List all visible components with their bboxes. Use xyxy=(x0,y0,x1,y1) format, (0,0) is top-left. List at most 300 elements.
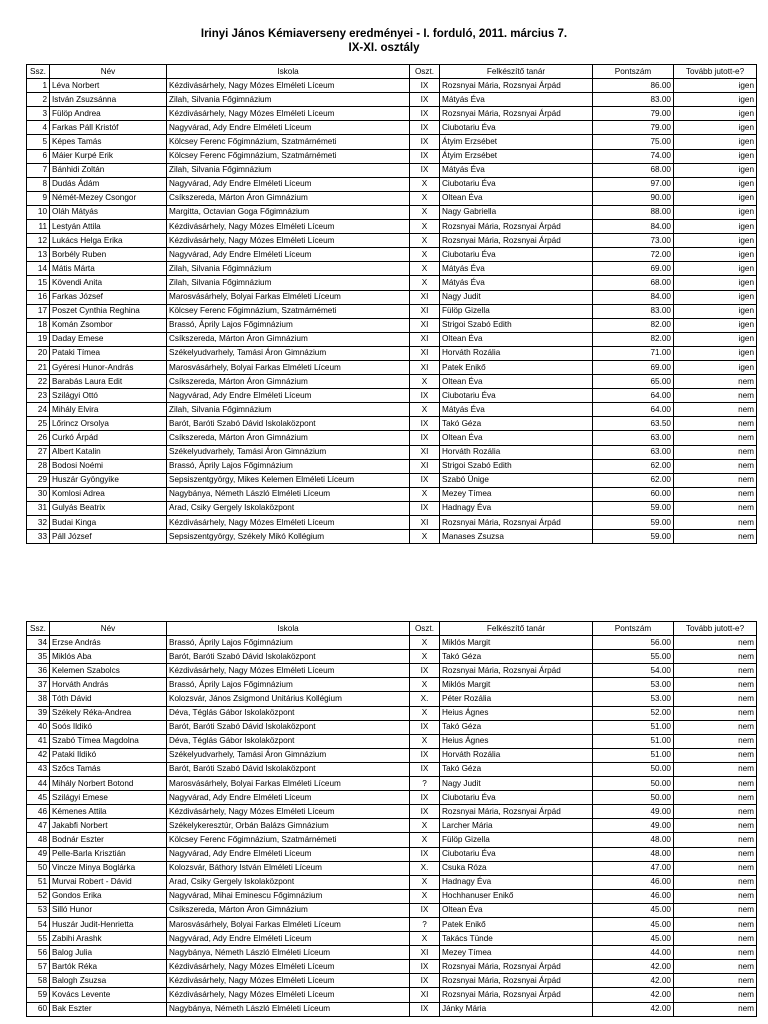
cell-ssz: 22 xyxy=(27,375,50,389)
cell-pontszam: 62.00 xyxy=(593,473,674,487)
cell-iskola: Marosvásárhely, Bolyai Farkas Elméleti Líceum xyxy=(167,777,410,791)
cell-tanar: Heius Ágnes xyxy=(440,734,593,748)
cell-pontszam: 59.00 xyxy=(593,530,674,544)
cell-nev: Jakabfi Norbert xyxy=(50,819,167,833)
cell-iskola: Kölcsey Ferenc Főgimnázium, Szatmárnémeti xyxy=(167,304,410,318)
cell-oszt: IX xyxy=(410,121,440,135)
cell-iskola: Nagyvárad, Ady Endre Elméleti Líceum xyxy=(167,791,410,805)
cell-tanar: Ciubotariu Éva xyxy=(440,389,593,403)
cell-pontszam: 45.00 xyxy=(593,917,674,931)
cell-nev: Balogh Zsuzsa xyxy=(50,974,167,988)
cell-oszt: IX xyxy=(410,847,440,861)
cell-nev: Bak Eszter xyxy=(50,1002,167,1016)
cell-pontszam: 59.00 xyxy=(593,501,674,515)
cell-iskola: Csíkszereda, Márton Áron Gimnázium xyxy=(167,903,410,917)
table-row xyxy=(27,903,757,917)
cell-tanar: Strigoi Szabó Edith xyxy=(440,318,593,332)
cell-tovabb: igen xyxy=(674,332,757,346)
cell-pontszam: 42.00 xyxy=(593,988,674,1002)
cell-ssz: 5 xyxy=(27,135,50,149)
table-row xyxy=(27,107,757,121)
cell-tanar: Rozsnyai Mária, Rozsnyai Árpád xyxy=(440,805,593,819)
cell-nev: Gondos Erika xyxy=(50,889,167,903)
cell-oszt: X xyxy=(410,234,440,248)
table-row xyxy=(27,234,757,248)
cell-oszt: IX xyxy=(410,107,440,121)
cell-nev: Silló Hunor xyxy=(50,903,167,917)
cell-ssz: 28 xyxy=(27,459,50,473)
cell-oszt: XI xyxy=(410,988,440,1002)
cell-iskola: Kézdivásárhely, Nagy Mózes Elméleti Líceum xyxy=(167,79,410,93)
cell-ssz: 41 xyxy=(27,734,50,748)
cell-oszt: X xyxy=(410,650,440,664)
cell-pontszam: 65.00 xyxy=(593,375,674,389)
cell-tovabb: nem xyxy=(674,487,757,501)
cell-ssz: 55 xyxy=(27,932,50,946)
cell-iskola: Csíkszereda, Márton Áron Gimnázium xyxy=(167,332,410,346)
cell-tovabb: igen xyxy=(674,276,757,290)
table-row xyxy=(27,248,757,262)
cell-tanar: Patek Enikő xyxy=(440,360,593,374)
cell-tovabb: igen xyxy=(674,149,757,163)
table-row xyxy=(27,974,757,988)
cell-tanar: Rozsnyai Mária, Rozsnyai Árpád xyxy=(440,220,593,234)
cell-iskola: Székelyudvarhely, Tamási Áron Gimnázium xyxy=(167,346,410,360)
cell-tanar: Mátyás Éva xyxy=(440,276,593,290)
cell-ssz: 48 xyxy=(27,833,50,847)
cell-iskola: Zilah, Silvania Főgimnázium xyxy=(167,163,410,177)
cell-tovabb: nem xyxy=(674,403,757,417)
cell-iskola: Kölcsey Ferenc Főgimnázium, Szatmárnémeti xyxy=(167,833,410,847)
table-row xyxy=(27,720,757,734)
cell-ssz: 29 xyxy=(27,473,50,487)
cell-ssz: 7 xyxy=(27,163,50,177)
cell-oszt: XI xyxy=(410,445,440,459)
cell-pontszam: 50.00 xyxy=(593,777,674,791)
cell-nev: Bartók Réka xyxy=(50,960,167,974)
cell-ssz: 49 xyxy=(27,847,50,861)
cell-tanar: Horváth Rozália xyxy=(440,748,593,762)
cell-tanar: Rozsnyai Mária, Rozsnyai Árpád xyxy=(440,988,593,1002)
header-tovabb: Tovább jutott-e? xyxy=(674,622,757,636)
cell-iskola: Nagyvárad, Ady Endre Elméleti Líceum xyxy=(167,932,410,946)
cell-pontszam: 42.00 xyxy=(593,974,674,988)
cell-nev: Gyéresi Hunor-András xyxy=(50,360,167,374)
cell-tovabb: igen xyxy=(674,135,757,149)
cell-ssz: 18 xyxy=(27,318,50,332)
header-tanar: Felkészítő tanár xyxy=(440,65,593,79)
cell-iskola: Kézdivásárhely, Nagy Mózes Elméleti Líceum xyxy=(167,960,410,974)
cell-ssz: 2 xyxy=(27,93,50,107)
header-iskola: Iskola xyxy=(167,622,410,636)
cell-iskola: Kézdivásárhely, Nagy Mózes Elméleti Líceum xyxy=(167,220,410,234)
cell-iskola: Arad, Csiky Gergely Iskolaközpont xyxy=(167,875,410,889)
cell-tovabb: nem xyxy=(674,389,757,403)
cell-tanar: Miklós Margit xyxy=(440,678,593,692)
cell-oszt: IX xyxy=(410,720,440,734)
cell-oszt: IX xyxy=(410,791,440,805)
cell-nev: Bodosi Noémi xyxy=(50,459,167,473)
cell-pontszam: 48.00 xyxy=(593,833,674,847)
cell-ssz: 60 xyxy=(27,1002,50,1016)
cell-pontszam: 63.00 xyxy=(593,431,674,445)
cell-tanar: Ciubotariu Éva xyxy=(440,791,593,805)
cell-pontszam: 59.00 xyxy=(593,516,674,530)
cell-nev: Budai Kinga xyxy=(50,516,167,530)
table-row xyxy=(27,650,757,664)
table-row xyxy=(27,1002,757,1016)
cell-iskola: Kölcsey Ferenc Főgimnázium, Szatmárnémeti xyxy=(167,149,410,163)
cell-nev: Erzse András xyxy=(50,636,167,650)
table-row xyxy=(27,530,757,544)
cell-ssz: 31 xyxy=(27,501,50,515)
table-row xyxy=(27,988,757,1002)
cell-pontszam: 45.00 xyxy=(593,932,674,946)
cell-oszt: IX xyxy=(410,149,440,163)
cell-oszt: IX xyxy=(410,664,440,678)
cell-tanar: Larcher Mária xyxy=(440,819,593,833)
cell-ssz: 33 xyxy=(27,530,50,544)
cell-ssz: 20 xyxy=(27,346,50,360)
cell-tanar: Ciubotariu Éva xyxy=(440,248,593,262)
cell-tanar: Jánky Mária xyxy=(440,1002,593,1016)
cell-ssz: 34 xyxy=(27,636,50,650)
cell-ssz: 52 xyxy=(27,889,50,903)
cell-iskola: Kézdivásárhely, Nagy Mózes Elméleti Líceum xyxy=(167,664,410,678)
cell-pontszam: 72.00 xyxy=(593,248,674,262)
cell-pontszam: 62.00 xyxy=(593,459,674,473)
cell-nev: Mihály Norbert Botond xyxy=(50,777,167,791)
cell-pontszam: 86.00 xyxy=(593,79,674,93)
header-pontszam: Pontszám xyxy=(593,65,674,79)
cell-tanar: Fülöp Gizella xyxy=(440,304,593,318)
cell-nev: Gulyás Beatrix xyxy=(50,501,167,515)
cell-ssz: 13 xyxy=(27,248,50,262)
cell-tovabb: igen xyxy=(674,346,757,360)
cell-tovabb: nem xyxy=(674,375,757,389)
cell-ssz: 45 xyxy=(27,791,50,805)
cell-ssz: 17 xyxy=(27,304,50,318)
table-row xyxy=(27,93,757,107)
cell-oszt: X xyxy=(410,889,440,903)
table-row xyxy=(27,960,757,974)
table-row xyxy=(27,346,757,360)
cell-pontszam: 84.00 xyxy=(593,290,674,304)
cell-ssz: 23 xyxy=(27,389,50,403)
cell-iskola: Kézdivásárhely, Nagy Mózes Elméleti Líceum xyxy=(167,234,410,248)
table-row xyxy=(27,678,757,692)
cell-oszt: XI xyxy=(410,346,440,360)
cell-oszt: X xyxy=(410,191,440,205)
table-row xyxy=(27,932,757,946)
cell-tovabb: igen xyxy=(674,191,757,205)
cell-oszt: X xyxy=(410,932,440,946)
cell-tovabb: igen xyxy=(674,205,757,219)
table-row xyxy=(27,875,757,889)
cell-tanar: Nagy Judit xyxy=(440,777,593,791)
cell-tanar: Strigoi Szabó Edith xyxy=(440,459,593,473)
cell-nev: Lőrincz Orsolya xyxy=(50,417,167,431)
table-row xyxy=(27,177,757,191)
cell-tovabb: nem xyxy=(674,1002,757,1016)
cell-tanar: Takó Géza xyxy=(440,720,593,734)
cell-pontszam: 88.00 xyxy=(593,205,674,219)
cell-pontszam: 79.00 xyxy=(593,121,674,135)
cell-pontszam: 83.00 xyxy=(593,93,674,107)
table-row xyxy=(27,290,757,304)
header-pontszam: Pontszám xyxy=(593,622,674,636)
cell-iskola: Kézdivásárhely, Nagy Mózes Elméleti Líceum xyxy=(167,805,410,819)
cell-iskola: Zilah, Silvania Főgimnázium xyxy=(167,403,410,417)
table-row xyxy=(27,762,757,776)
cell-oszt: IX xyxy=(410,417,440,431)
cell-pontszam: 71.00 xyxy=(593,346,674,360)
cell-iskola: Nagyvárad, Ady Endre Elméleti Líceum xyxy=(167,847,410,861)
cell-tovabb: igen xyxy=(674,234,757,248)
cell-ssz: 8 xyxy=(27,177,50,191)
cell-tanar: Rozsnyai Mária, Rozsnyai Árpád xyxy=(440,107,593,121)
cell-nev: Albert Katalin xyxy=(50,445,167,459)
cell-tanar: Manases Zsuzsa xyxy=(440,530,593,544)
cell-iskola: Barót, Baróti Szabó Dávid Iskolaközpont xyxy=(167,720,410,734)
cell-pontszam: 63.00 xyxy=(593,445,674,459)
cell-iskola: Nagybánya, Németh László Elméleti Líceum xyxy=(167,487,410,501)
cell-tanar: Mátyás Éva xyxy=(440,262,593,276)
cell-nev: Székely Réka-Andrea xyxy=(50,706,167,720)
cell-tovabb: nem xyxy=(674,889,757,903)
cell-nev: Komlosi Adrea xyxy=(50,487,167,501)
cell-nev: Pataki Ildikó xyxy=(50,748,167,762)
table-row xyxy=(27,777,757,791)
cell-nev: Huszár Gyöngyike xyxy=(50,473,167,487)
header-oszt: Oszt. xyxy=(410,622,440,636)
cell-iskola: Székelykeresztúr, Orbán Balázs Gimnázium xyxy=(167,819,410,833)
cell-iskola: Csíkszereda, Márton Áron Gimnázium xyxy=(167,375,410,389)
table-row xyxy=(27,79,757,93)
cell-tovabb: igen xyxy=(674,248,757,262)
cell-iskola: Barót, Baróti Szabó Dávid Iskolaközpont xyxy=(167,762,410,776)
cell-tovabb: nem xyxy=(674,459,757,473)
table-row xyxy=(27,692,757,706)
cell-pontszam: 50.00 xyxy=(593,791,674,805)
cell-tovabb: nem xyxy=(674,501,757,515)
header-ssz: Ssz. xyxy=(27,622,50,636)
cell-tanar: Rozsnyai Mária, Rozsnyai Árpád xyxy=(440,234,593,248)
cell-pontszam: 55.00 xyxy=(593,650,674,664)
cell-nev: Komán Zsombor xyxy=(50,318,167,332)
cell-tovabb: igen xyxy=(674,220,757,234)
cell-ssz: 32 xyxy=(27,516,50,530)
document-subtitle: IX-XI. osztály xyxy=(348,42,420,54)
cell-iskola: Déva, Téglás Gábor Iskolaközpont xyxy=(167,734,410,748)
cell-nev: Oláh Mátyás xyxy=(50,205,167,219)
results-table-part-2 xyxy=(26,621,757,1017)
cell-iskola: Déva, Téglás Gábor Iskolaközpont xyxy=(167,706,410,720)
table-row xyxy=(27,706,757,720)
cell-tovabb: nem xyxy=(674,473,757,487)
table-row xyxy=(27,748,757,762)
header-iskola: Iskola xyxy=(167,65,410,79)
cell-ssz: 59 xyxy=(27,988,50,1002)
cell-pontszam: 54.00 xyxy=(593,664,674,678)
cell-pontszam: 68.00 xyxy=(593,276,674,290)
cell-nev: Szilágyi Emese xyxy=(50,791,167,805)
cell-nev: Kémenes Attila xyxy=(50,805,167,819)
cell-nev: Mihály Elvira xyxy=(50,403,167,417)
cell-oszt: X xyxy=(410,276,440,290)
cell-nev: Képes Tamás xyxy=(50,135,167,149)
cell-iskola: Brassó, Áprily Lajos Főgimnázium xyxy=(167,678,410,692)
cell-oszt: XI xyxy=(410,290,440,304)
cell-tovabb: nem xyxy=(674,636,757,650)
cell-nev: Fülöp Andrea xyxy=(50,107,167,121)
cell-iskola: Nagyvárad, Ady Endre Elméleti Líceum xyxy=(167,248,410,262)
cell-tovabb: nem xyxy=(674,932,757,946)
table-row xyxy=(27,445,757,459)
cell-oszt: IX xyxy=(410,974,440,988)
cell-tanar: Takó Géza xyxy=(440,762,593,776)
cell-oszt: X xyxy=(410,205,440,219)
table-row xyxy=(27,191,757,205)
header-nev: Név xyxy=(50,65,167,79)
cell-tovabb: nem xyxy=(674,861,757,875)
cell-oszt: XI xyxy=(410,946,440,960)
cell-oszt: IX xyxy=(410,501,440,515)
cell-tovabb: nem xyxy=(674,903,757,917)
cell-iskola: Kölcsey Ferenc Főgimnázium, Szatmárnémeti xyxy=(167,135,410,149)
cell-oszt: IX xyxy=(410,903,440,917)
cell-tanar: Péter Rozália xyxy=(440,692,593,706)
cell-tanar: Oltean Éva xyxy=(440,191,593,205)
cell-oszt: XI xyxy=(410,304,440,318)
cell-tovabb: nem xyxy=(674,431,757,445)
table-row xyxy=(27,819,757,833)
cell-tanar: Hochhanuser Enikő xyxy=(440,889,593,903)
cell-tanar: Ciubotariu Éva xyxy=(440,847,593,861)
cell-iskola: Kézdivásárhely, Nagy Mózes Elméleti Líceum xyxy=(167,107,410,121)
table-row xyxy=(27,360,757,374)
cell-tovabb: nem xyxy=(674,819,757,833)
cell-pontszam: 90.00 xyxy=(593,191,674,205)
cell-oszt: XI xyxy=(410,360,440,374)
cell-ssz: 56 xyxy=(27,946,50,960)
cell-oszt: XI xyxy=(410,516,440,530)
cell-nev: Borbély Ruben xyxy=(50,248,167,262)
cell-ssz: 12 xyxy=(27,234,50,248)
cell-iskola: Nagyvárad, Ady Endre Elméleti Líceum xyxy=(167,389,410,403)
cell-nev: Kovács Levente xyxy=(50,988,167,1002)
cell-iskola: Csíkszereda, Márton Áron Gimnázium xyxy=(167,191,410,205)
table-row xyxy=(27,389,757,403)
table-row xyxy=(27,121,757,135)
cell-tovabb: nem xyxy=(674,417,757,431)
cell-oszt: IX xyxy=(410,93,440,107)
cell-oszt: X xyxy=(410,875,440,889)
cell-tovabb: nem xyxy=(674,445,757,459)
cell-nev: Pelle-Barla Krisztián xyxy=(50,847,167,861)
cell-nev: Barabás Laura Edit xyxy=(50,375,167,389)
cell-tanar: Mátyás Éva xyxy=(440,163,593,177)
cell-tanar: Hadnagy Éva xyxy=(440,875,593,889)
cell-oszt: IX xyxy=(410,473,440,487)
cell-nev: István Zsuzsánna xyxy=(50,93,167,107)
cell-nev: Daday Emese xyxy=(50,332,167,346)
cell-pontszam: 64.00 xyxy=(593,389,674,403)
cell-iskola: Zilah, Silvania Főgimnázium xyxy=(167,93,410,107)
cell-iskola: Székelyudvarhely, Tamási Áron Gimnázium xyxy=(167,748,410,762)
cell-oszt: X xyxy=(410,220,440,234)
cell-tanar: Patek Enikő xyxy=(440,917,593,931)
table-row xyxy=(27,861,757,875)
cell-iskola: Margitta, Octavian Goga Főgimnázium xyxy=(167,205,410,219)
cell-oszt: IX xyxy=(410,805,440,819)
cell-pontszam: 69.00 xyxy=(593,262,674,276)
cell-iskola: Csíkszereda, Márton Áron Gimnázium xyxy=(167,431,410,445)
cell-oszt: ? xyxy=(410,777,440,791)
cell-tovabb: igen xyxy=(674,290,757,304)
cell-iskola: Brassó, Áprily Lajos Főgimnázium xyxy=(167,459,410,473)
cell-oszt: X xyxy=(410,530,440,544)
table-row xyxy=(27,734,757,748)
cell-tovabb: igen xyxy=(674,121,757,135)
cell-tanar: Csuka Róza xyxy=(440,861,593,875)
cell-iskola: Kolozsvár, János Zsigmond Unitárius Kollégium xyxy=(167,692,410,706)
header-tanar: Felkészítő tanár xyxy=(440,622,593,636)
cell-pontszam: 84.00 xyxy=(593,220,674,234)
cell-tanar: Takó Géza xyxy=(440,650,593,664)
cell-tanar: Horváth Rozália xyxy=(440,445,593,459)
cell-pontszam: 75.00 xyxy=(593,135,674,149)
cell-tanar: Mátyás Éva xyxy=(440,93,593,107)
table-row xyxy=(27,917,757,931)
cell-nev: Poszet Cynthia Reghina xyxy=(50,304,167,318)
cell-tanar: Fülöp Gizella xyxy=(440,833,593,847)
cell-tovabb: nem xyxy=(674,960,757,974)
table-row xyxy=(27,833,757,847)
cell-iskola: Brassó, Áprily Lajos Főgimnázium xyxy=(167,318,410,332)
table-header-row xyxy=(27,65,757,79)
cell-ssz: 19 xyxy=(27,332,50,346)
table-row xyxy=(27,791,757,805)
cell-nev: Huszár Judit-Henrietta xyxy=(50,917,167,931)
table-row xyxy=(27,431,757,445)
cell-oszt: X xyxy=(410,678,440,692)
cell-ssz: 9 xyxy=(27,191,50,205)
cell-tovabb: nem xyxy=(674,748,757,762)
table-row xyxy=(27,403,757,417)
cell-pontszam: 51.00 xyxy=(593,720,674,734)
cell-tovabb: nem xyxy=(674,917,757,931)
cell-oszt: IX xyxy=(410,762,440,776)
cell-ssz: 24 xyxy=(27,403,50,417)
cell-nev: Bodnár Eszter xyxy=(50,833,167,847)
cell-ssz: 40 xyxy=(27,720,50,734)
cell-tanar: Szabó Ünige xyxy=(440,473,593,487)
cell-tovabb: nem xyxy=(674,791,757,805)
cell-oszt: X xyxy=(410,248,440,262)
cell-tovabb: igen xyxy=(674,318,757,332)
cell-oszt: ? xyxy=(410,917,440,931)
cell-ssz: 25 xyxy=(27,417,50,431)
cell-tanar: Takó Géza xyxy=(440,417,593,431)
cell-pontszam: 60.00 xyxy=(593,487,674,501)
cell-ssz: 37 xyxy=(27,678,50,692)
table-row xyxy=(27,375,757,389)
cell-iskola: Nagyvárad, Ady Endre Elméleti Líceum xyxy=(167,177,410,191)
cell-tovabb: igen xyxy=(674,262,757,276)
cell-nev: Kövendi Anita xyxy=(50,276,167,290)
cell-tovabb: nem xyxy=(674,762,757,776)
